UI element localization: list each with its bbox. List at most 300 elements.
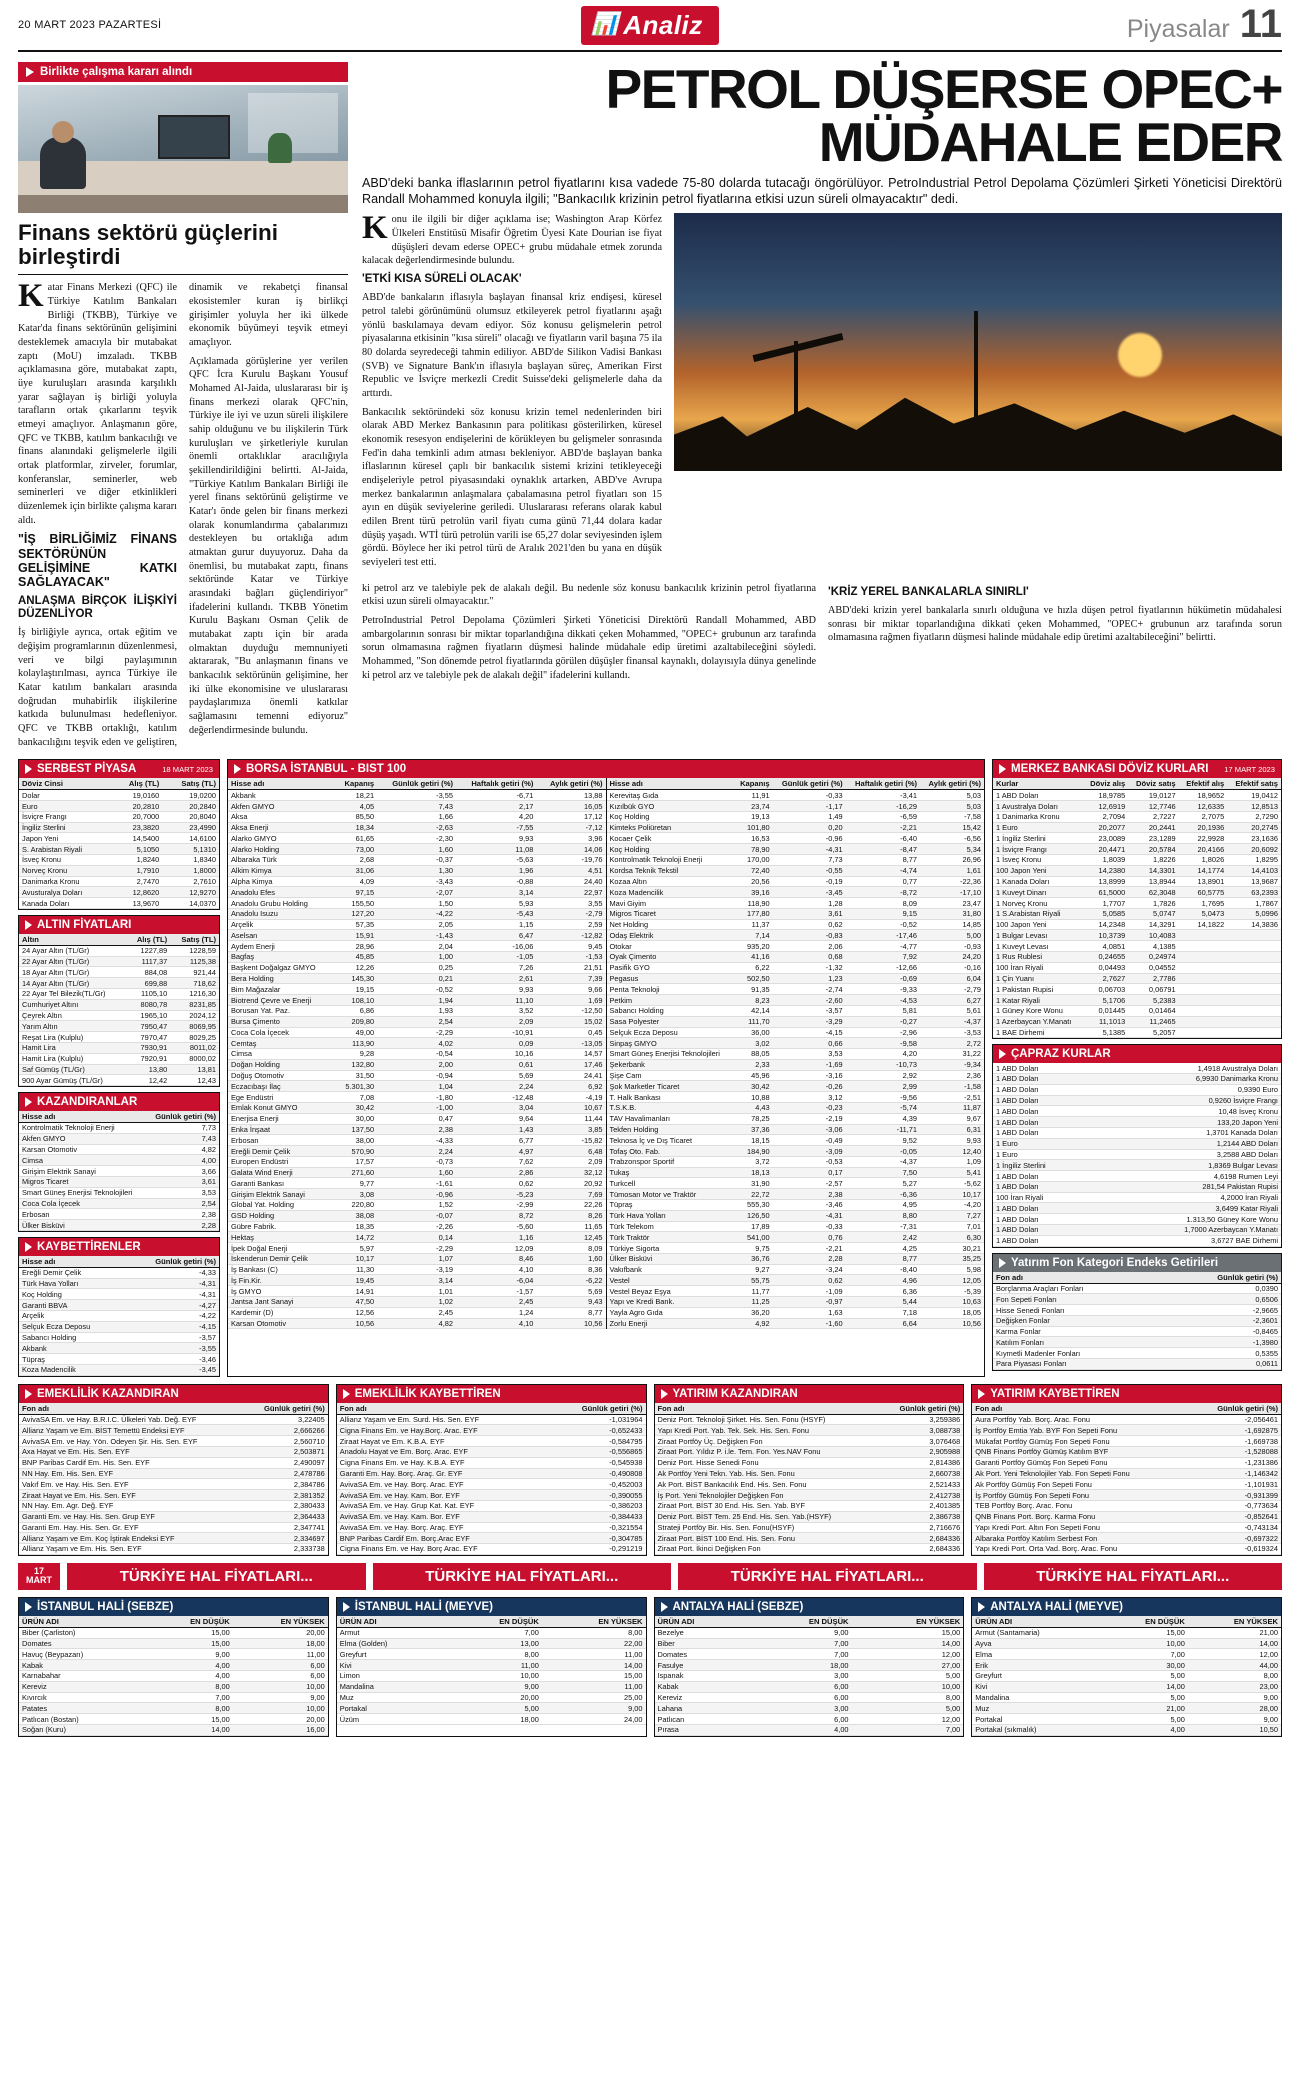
table-cell: -9,56 xyxy=(846,1092,920,1103)
table-cell: 8029,25 xyxy=(170,1032,219,1043)
table-cell: 1,7000 Azerbaycan Y.Manatı xyxy=(1096,1225,1281,1236)
table-cell: Ispanak xyxy=(655,1670,750,1681)
table-cell: -5,23 xyxy=(456,1189,536,1200)
table-cell: 12,00 xyxy=(852,1649,964,1660)
table-cell: Garanti Em. Hay. Borç. Araç. Gr. EYF xyxy=(337,1468,549,1479)
table-cell: 18,34 xyxy=(335,822,377,833)
table-cell: 23,74 xyxy=(734,801,773,812)
hal-date-badge xyxy=(18,1563,60,1590)
table-cell: 11,37 xyxy=(734,919,773,930)
table-cell: 32,12 xyxy=(536,1167,605,1178)
table-cell: 12,42 xyxy=(127,1075,171,1086)
table-cell: 9,64 xyxy=(456,1113,536,1124)
table-cell: 177,80 xyxy=(734,908,773,919)
table-cell: Ziraat Port. Yıldız P. i.le. Tem. Fon. Yes.NAV Fonu xyxy=(655,1447,880,1458)
table-row xyxy=(228,1210,606,1221)
table-cell: -9,33 xyxy=(846,984,920,995)
table-cell: 7,27 xyxy=(920,1210,984,1221)
table-cell: 27,00 xyxy=(852,1660,964,1671)
table-row xyxy=(993,1326,1281,1337)
table-cell: 15,00 xyxy=(852,1627,964,1638)
col-header: Alış (TL) xyxy=(127,934,171,946)
col-header: Günlük getiri (%) xyxy=(146,1111,219,1123)
table-cell: 97,15 xyxy=(335,887,377,898)
table-cell: 9,93 xyxy=(920,1135,984,1146)
table-cell: 1 Norveç Kronu xyxy=(993,898,1083,909)
table-cell: Borçlanma Araçları Fonları xyxy=(993,1283,1161,1294)
table-cell xyxy=(1179,952,1228,963)
main-standfirst: ABD'deki banka iflaslarının petrol fiyatlarını kısa vadede 75-80 dolarda tutacağı öngörülüyor. PetroIndustrial Petrol Depolama Çözümleri Şirketi Yöneticisi Direktörü Randall Mohammed konuyla ilgili; "Bankacılık krizinin petrol fiyatlarına etkisi uzun süreli olmayacaktır" dedi. xyxy=(362,176,1282,207)
table-row xyxy=(972,1500,1281,1511)
table-cell: Migros Ticaret xyxy=(607,908,734,919)
table-cell: 6,48 xyxy=(536,1146,605,1157)
triangle-icon xyxy=(343,1389,350,1399)
table-cell: 16,05 xyxy=(536,801,605,812)
table-row xyxy=(607,995,985,1006)
table-row xyxy=(607,1156,985,1167)
table-row xyxy=(972,1447,1281,1458)
table-cell: Kardemir (D) xyxy=(228,1307,335,1318)
table-cell: 0,0390 xyxy=(1161,1283,1281,1294)
table-cell: 24,40 xyxy=(536,876,605,887)
table-cell: 2,92 xyxy=(846,1070,920,1081)
table-cell: -3,46 xyxy=(124,1354,219,1365)
table-row xyxy=(972,1522,1281,1533)
table-cell: -8,72 xyxy=(846,887,920,898)
table-row xyxy=(655,1425,964,1436)
table-cell: -0,54 xyxy=(377,1049,456,1060)
panel-kaybettirenler xyxy=(18,1237,220,1377)
table-cell: Türk Telekom xyxy=(607,1221,734,1232)
table-cell: 0,01445 xyxy=(1083,1005,1128,1016)
table-cell: 9,00 xyxy=(542,1703,646,1714)
col-header: Hisse adı xyxy=(607,778,734,790)
table-cell: 14 Ayar Altın (TL/Gr) xyxy=(19,978,127,989)
table-cell: 0,24655 xyxy=(1083,952,1128,963)
table-row xyxy=(228,973,606,984)
table-cell: -1,80 xyxy=(377,1092,456,1103)
table-cell: 1 ABD Doları xyxy=(993,1063,1096,1073)
table-cell xyxy=(1227,952,1281,963)
table-cell: Havuç (Beypazarı) xyxy=(19,1649,146,1660)
table-cell: 2,814386 xyxy=(880,1457,964,1468)
table-cell: Vestel xyxy=(607,1275,734,1286)
table-cell: 1,16 xyxy=(456,1232,536,1243)
table-row xyxy=(228,1049,606,1060)
table-cell: 2,59 xyxy=(536,919,605,930)
table-cell: 10,00 xyxy=(233,1681,328,1692)
table-cell: Hamit Lira xyxy=(19,1042,127,1053)
table-cell: 541,00 xyxy=(734,1232,773,1243)
table-cell: Garanti Portföy Gümüş Fon Sepeti Fonu xyxy=(972,1457,1190,1468)
table-cell: 4,39 xyxy=(846,1113,920,1124)
table-cell: -5,43 xyxy=(456,908,536,919)
table-cell: 8,72 xyxy=(456,1210,536,1221)
table-cell: 20,00 xyxy=(233,1714,328,1725)
table-cell: Ziraat Hayat ve Em. His. Sen. EYF xyxy=(19,1490,245,1501)
table-cell: 11,65 xyxy=(536,1221,605,1232)
table-cell: 900 Ayar Gümüş (TL/Gr) xyxy=(19,1075,127,1086)
table-cell: 1 Azerbaycan Y.Manatı xyxy=(993,1016,1083,1027)
table-cell: 18,15 xyxy=(734,1135,773,1146)
table-cell: 3,076468 xyxy=(880,1436,964,1447)
table-cell: 62,3048 xyxy=(1128,887,1178,898)
table-cell: Hamit Lira (Kulplu) xyxy=(19,1053,127,1064)
table-cell: 2,7075 xyxy=(1179,811,1228,822)
table-cell: Mükafat Portföy Gümüş Fon Sepeti Fonu xyxy=(972,1436,1190,1447)
table-cell: 7,50 xyxy=(846,1167,920,1178)
triangle-icon xyxy=(25,1242,32,1252)
table-row xyxy=(19,1447,328,1458)
table-cell: 7,39 xyxy=(536,973,605,984)
panel-serbest-piyasa xyxy=(18,759,220,910)
table-cell: 8231,85 xyxy=(170,999,219,1010)
panel-hal-3 xyxy=(971,1597,1282,1737)
table-cell: İsveç Kronu xyxy=(19,855,112,866)
table-row xyxy=(228,1221,606,1232)
table-row xyxy=(19,967,219,978)
table-cell: 1,8295 xyxy=(1227,855,1281,866)
table-cell: -0,83 xyxy=(773,930,846,941)
main-sub-heading-1: 'ETKİ KISA SÜRELİ OLACAK' xyxy=(362,273,522,286)
table-cell: 1 İngiliz Sterlini xyxy=(993,833,1083,844)
table-row xyxy=(19,1300,219,1311)
table-row xyxy=(607,1297,985,1308)
table-cell: -0,19 xyxy=(773,876,846,887)
table-row xyxy=(993,919,1281,930)
brand-logo xyxy=(581,6,719,45)
table-row xyxy=(655,1660,964,1671)
table-row xyxy=(19,833,219,844)
table-row xyxy=(993,1063,1281,1073)
table-cell: 18,35 xyxy=(335,1221,377,1232)
table-cell: 14,00 xyxy=(852,1638,964,1649)
table-cell: 1 ABD Doları xyxy=(993,1225,1096,1236)
table-row xyxy=(655,1457,964,1468)
table-cell: 63,2393 xyxy=(1227,887,1281,898)
col-header: Satış (TL) xyxy=(162,778,219,790)
table-cell: 2,503871 xyxy=(245,1447,328,1458)
table-cell: 1,8240 xyxy=(112,855,163,866)
table-cell: 10,56 xyxy=(536,1318,605,1329)
table-cell: 5,0747 xyxy=(1128,908,1178,919)
table-cell: 12,05 xyxy=(920,1275,984,1286)
left-sub-heading: "İŞ BİRLİĞİMİZ FİNANS SEKTÖRÜNÜN GELİŞİMİNE KATKI SAĞLAYACAK" xyxy=(18,532,177,590)
table-cell: 26,96 xyxy=(920,855,984,866)
table-cell: Kordsa Teknik Tekstil xyxy=(607,865,734,876)
table-cell: 2,00 xyxy=(377,1059,456,1070)
table-cell: 19,15 xyxy=(335,984,377,995)
table-cell: Şişe Cam xyxy=(607,1070,734,1081)
table-cell: 1 Euro xyxy=(993,1138,1096,1149)
table-cell: Enka İnşaat xyxy=(228,1124,335,1135)
table-cell: -0,773634 xyxy=(1190,1500,1281,1511)
table-cell: 5,2383 xyxy=(1128,995,1178,1006)
table-cell: 2,412738 xyxy=(880,1490,964,1501)
table-cell: 15,00 xyxy=(542,1670,646,1681)
table-row xyxy=(19,1187,219,1198)
merkez-kur-title: MERKEZ BANKASI DÖVİZ KURLARI xyxy=(1011,763,1209,776)
table-cell: 14,0370 xyxy=(162,898,219,909)
table-cell: 19,0200 xyxy=(162,790,219,801)
altin-table xyxy=(19,934,219,1086)
table-cell: -0,96 xyxy=(377,1189,456,1200)
col-header: Kapanış xyxy=(335,778,377,790)
table-row xyxy=(19,1289,219,1300)
table-row xyxy=(972,1436,1281,1447)
table-cell: 2,05 xyxy=(377,919,456,930)
table-cell: Coca Cola İçecek xyxy=(228,1027,335,1038)
table-cell: 23,3820 xyxy=(112,822,163,833)
table-cell: 0,77 xyxy=(846,876,920,887)
table-cell: 9,28 xyxy=(335,1049,377,1060)
table-cell: 2,560710 xyxy=(245,1436,328,1447)
table-cell: -0,619324 xyxy=(1190,1544,1281,1555)
table-row xyxy=(19,1500,328,1511)
table-cell: 24,20 xyxy=(920,952,984,963)
table-cell: 2,684336 xyxy=(880,1544,964,1555)
table-cell: 1 ABD Doları xyxy=(993,1127,1096,1138)
table-cell: 42,14 xyxy=(734,1005,773,1016)
table-cell: -0,55 xyxy=(773,865,846,876)
table-cell: 8,23 xyxy=(734,995,773,1006)
table-cell: -7,55 xyxy=(456,822,536,833)
table-cell: 10,56 xyxy=(335,1318,377,1329)
table-cell: 20,2441 xyxy=(1128,822,1178,833)
table-row xyxy=(607,1307,985,1318)
table-cell: -2,96 xyxy=(846,1027,920,1038)
table-cell: 5,0585 xyxy=(1083,908,1128,919)
table-cell: 10,00 xyxy=(852,1681,964,1692)
table-cell: 1,09 xyxy=(920,1156,984,1167)
table-row xyxy=(228,930,606,941)
col-header: Efektif alış xyxy=(1179,778,1228,790)
table-cell: 7,73 xyxy=(146,1123,219,1134)
table-cell: 1 ABD Doları xyxy=(993,1106,1096,1117)
table-row xyxy=(337,1670,646,1681)
table-cell xyxy=(1227,1027,1281,1038)
table-row xyxy=(607,1264,985,1275)
table-cell: 170,00 xyxy=(734,855,773,866)
table-cell: -0,27 xyxy=(846,1016,920,1027)
table-row xyxy=(19,1457,328,1468)
table-cell: 1,2144 ABD Doları xyxy=(1096,1138,1281,1149)
table-cell: Fon Sepeti Fonları xyxy=(993,1294,1161,1305)
emeklilik-kazandiran-header xyxy=(19,1385,328,1403)
divider xyxy=(18,274,348,275)
table-cell: 10,00 xyxy=(448,1670,542,1681)
table-cell: Enerjisa Enerji xyxy=(228,1113,335,1124)
table-cell: 23,1289 xyxy=(1128,833,1178,844)
table-row xyxy=(228,1124,606,1135)
table-cell: Allianz Yaşam ve Em. Surd. His. Sen. EYF xyxy=(337,1414,549,1425)
table-cell: Erik xyxy=(972,1660,1103,1671)
table-cell: 6,36 xyxy=(846,1286,920,1297)
table-cell: -12,66 xyxy=(846,962,920,973)
table-cell: 1,28 xyxy=(773,898,846,909)
panel-hal-2 xyxy=(654,1597,965,1737)
table-cell: 209,80 xyxy=(335,1016,377,1027)
table-cell: Girişim Elektrik Sanayi xyxy=(228,1189,335,1200)
table-cell: 18,00 xyxy=(233,1638,328,1649)
table-cell: 14,00 xyxy=(1188,1638,1281,1649)
table-cell: 11,91 xyxy=(734,790,773,801)
table-row xyxy=(655,1490,964,1501)
table-cell: 9,43 xyxy=(536,1297,605,1308)
table-cell: 21,51 xyxy=(536,962,605,973)
table-cell: -4,31 xyxy=(124,1278,219,1289)
table-cell: Eczacıbaşı İlaç xyxy=(228,1081,335,1092)
table-cell: 7950,47 xyxy=(127,1021,171,1032)
table-row xyxy=(655,1468,964,1479)
table-cell: 5,00 xyxy=(1103,1670,1188,1681)
table-cell: 1,4918 Avustralya Doları xyxy=(1096,1063,1281,1073)
table-cell: Koç Holding xyxy=(607,844,734,855)
hal-date-day: 17 xyxy=(33,1565,44,1576)
kazandiranlar-title: KAZANDIRANLAR xyxy=(37,1096,138,1109)
table-cell: 22,72 xyxy=(734,1189,773,1200)
table-row xyxy=(607,1027,985,1038)
col-header: Haftalık getiri (%) xyxy=(456,778,536,790)
table-row xyxy=(19,1343,219,1354)
table-row xyxy=(655,1533,964,1544)
table-row xyxy=(19,978,219,989)
table-row xyxy=(993,811,1281,822)
table-cell: 14,6100 xyxy=(162,833,219,844)
col-header: Fon adı xyxy=(337,1403,549,1415)
table-cell: 20,5784 xyxy=(1128,844,1178,855)
table-cell: 10,67 xyxy=(536,1102,605,1113)
table-cell: S. Arabistan Riyali xyxy=(19,844,112,855)
table-cell: 7,00 xyxy=(750,1638,852,1649)
table-cell: 13,8944 xyxy=(1128,876,1178,887)
table-row xyxy=(972,1724,1281,1735)
table-cell: 1,23 xyxy=(773,973,846,984)
table-row xyxy=(19,1064,219,1075)
table-cell: 1 ABD Doları xyxy=(993,1095,1096,1106)
table-cell: -6,71 xyxy=(456,790,536,801)
table-cell: 23,47 xyxy=(920,898,984,909)
table-cell: 1 Euro xyxy=(993,1149,1096,1160)
table-cell: Ereğli Demir Çelik xyxy=(19,1267,124,1278)
serbest-piyasa-table xyxy=(19,778,219,909)
table-cell: 3,12 xyxy=(773,1092,846,1103)
table-cell: Türkiye Sigorta xyxy=(607,1243,734,1254)
table-cell: 10,17 xyxy=(920,1189,984,1200)
table-row xyxy=(993,1149,1281,1160)
table-cell: -5,63 xyxy=(456,855,536,866)
masthead-right xyxy=(1052,2,1282,46)
table-cell: -0,452003 xyxy=(548,1479,645,1490)
table-cell: 5,1385 xyxy=(1083,1027,1128,1038)
table-cell: 24,41 xyxy=(536,1070,605,1081)
table-cell: Yapı Kredi Port. Orta Vad. Borç. Arac. Fonu xyxy=(972,1544,1190,1555)
table-row xyxy=(972,1533,1281,1544)
altin-header xyxy=(19,916,219,934)
panel-merkez-kur xyxy=(992,759,1282,1039)
triangle-icon xyxy=(343,1602,350,1612)
table-cell: 1,7695 xyxy=(1179,898,1228,909)
table-cell: 7,08 xyxy=(335,1092,377,1103)
table-row xyxy=(607,898,985,909)
hal-0-table xyxy=(19,1616,328,1736)
table-cell: 3,2588 ABD Doları xyxy=(1096,1149,1281,1160)
table-cell: 2,716676 xyxy=(880,1522,964,1533)
table-cell: 3,61 xyxy=(773,908,846,919)
table-cell: 14,00 xyxy=(1103,1681,1188,1692)
table-row xyxy=(228,1135,606,1146)
table-row xyxy=(607,1124,985,1135)
hal-2-title: ANTALYA HALİ (SEBZE) xyxy=(672,1600,804,1613)
table-cell: 1227,89 xyxy=(127,945,171,956)
table-cell: 1,8000 xyxy=(162,865,219,876)
table-row xyxy=(607,1178,985,1189)
table-cell: 1 Pakistan Rupisi xyxy=(993,984,1083,995)
table-cell: -0,33 xyxy=(773,790,846,801)
table-cell: 61,5000 xyxy=(1083,887,1128,898)
table-row xyxy=(607,930,985,941)
table-cell: Kızılbük GYO xyxy=(607,801,734,812)
table-row xyxy=(607,1049,985,1060)
table-row xyxy=(228,1286,606,1297)
table-cell: Portakal (sıkmalık) xyxy=(972,1724,1103,1735)
table-cell: 1,49 xyxy=(773,811,846,822)
table-cell: Garanti Bankası xyxy=(228,1178,335,1189)
table-cell: Ziraat Port. BİST 100 End. His. Sen. Fonu xyxy=(655,1533,880,1544)
table-cell: -0,94 xyxy=(377,1070,456,1081)
table-cell: Ak Port. BİST Bankacılık End. His. Sen. Fonu xyxy=(655,1479,880,1490)
table-cell: -5,39 xyxy=(920,1286,984,1297)
table-cell: -4,74 xyxy=(846,865,920,876)
table-cell: 0,6506 xyxy=(1161,1294,1281,1305)
table-row xyxy=(19,1321,219,1332)
table-cell: 1 Avustralya Doları xyxy=(993,801,1083,812)
landscape-silhouette xyxy=(674,379,1282,471)
yatirim-kazandiran-header xyxy=(655,1385,964,1403)
table-cell: Üzüm xyxy=(337,1714,448,1725)
table-cell: 1,15 xyxy=(456,919,536,930)
fund-panels xyxy=(18,1384,1282,1556)
table-cell: -4,19 xyxy=(536,1092,605,1103)
table-cell: 45,85 xyxy=(335,952,377,963)
table-cell: Strateji Portföy Bir. His. Sen. Fonu(HSYF) xyxy=(655,1522,880,1533)
table-cell: 72,40 xyxy=(734,865,773,876)
table-cell: 1.313,50 Güney Kore Wonu xyxy=(1096,1214,1281,1225)
hal-2-table xyxy=(655,1616,964,1736)
table-row xyxy=(607,1232,985,1243)
table-cell: 28,00 xyxy=(1188,1703,1281,1714)
table-cell: 271,60 xyxy=(335,1167,377,1178)
table-cell: Tüpraş xyxy=(607,1200,734,1211)
table-cell: 22,00 xyxy=(542,1638,646,1649)
table-cell: 20,2840 xyxy=(162,801,219,812)
table-cell: -4,53 xyxy=(846,995,920,1006)
table-base-shape xyxy=(18,195,348,213)
table-cell: -9,34 xyxy=(920,1059,984,1070)
table-cell: 17,46 xyxy=(536,1059,605,1070)
table-cell: -0,96 xyxy=(773,833,846,844)
table-cell: 2,521433 xyxy=(880,1479,964,1490)
table-cell: 1,7826 xyxy=(1128,898,1178,909)
table-cell: Değişken Fonlar xyxy=(993,1315,1161,1326)
table-row xyxy=(228,1232,606,1243)
table-cell: -4,33 xyxy=(377,1135,456,1146)
table-cell: 20,00 xyxy=(448,1692,542,1703)
col-header: ÜRÜN ADI xyxy=(337,1616,448,1628)
table-cell: 60,5775 xyxy=(1179,887,1228,898)
table-cell: 12,09 xyxy=(456,1243,536,1254)
table-cell: 13,8901 xyxy=(1179,876,1228,887)
